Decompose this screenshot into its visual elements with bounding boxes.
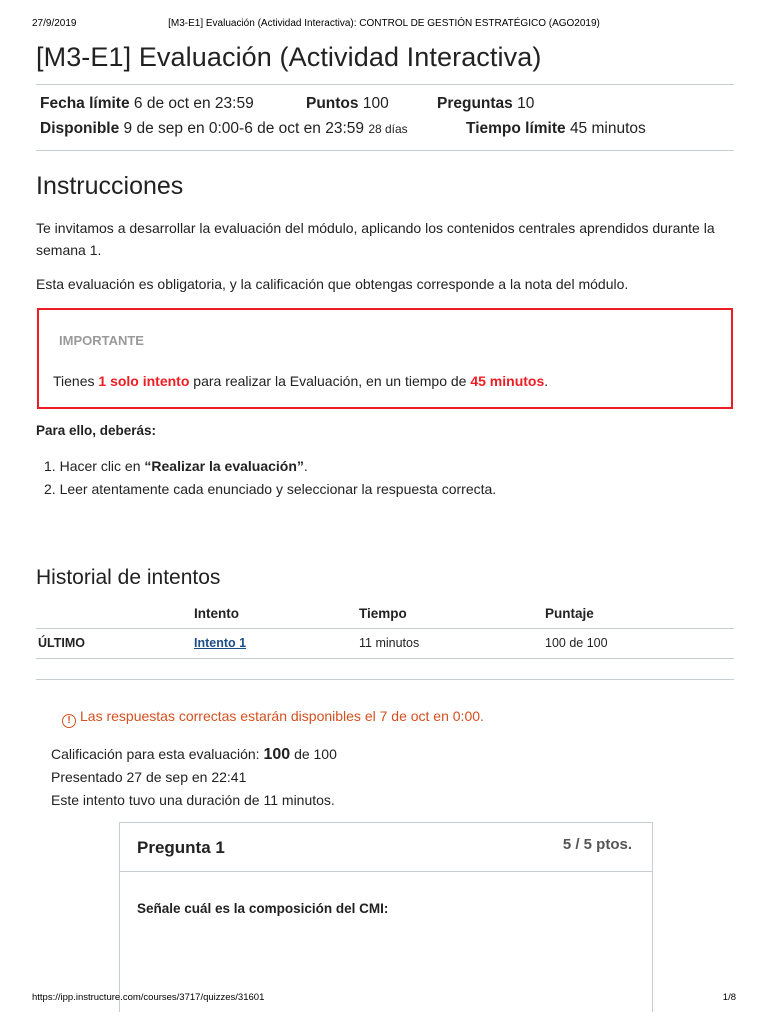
print-header — [32, 18, 736, 32]
availability — [40, 120, 408, 138]
history-header-divider — [36, 628, 734, 629]
important-text — [53, 373, 548, 389]
quiz-title: [M3-E1] Evaluación (Actividad Interactiva) — [36, 42, 542, 72]
score-value: 100 — [263, 746, 291, 763]
questions-value: 10 — [517, 95, 535, 112]
question-points: 5 / 5 ptos. — [562, 836, 632, 853]
print-footer — [32, 992, 736, 1006]
steps-list — [44, 455, 496, 501]
instructions-paragraph-2: Esta evaluación es obligatoria, y la calificación que obtengas corresponde a la nota del módulo. — [36, 276, 629, 292]
results-divider — [36, 679, 734, 680]
column-header-time: Tiempo — [359, 606, 407, 621]
column-header-attempt: Intento — [194, 606, 239, 621]
quiz-details-row-1 — [40, 95, 730, 115]
score-summary — [51, 743, 337, 812]
row-label: ÚLTIMO — [38, 636, 85, 650]
quiz-details-row-2 — [40, 120, 730, 140]
availability-value: 9 de sep en 0:00-6 de oct en 23:59 — [123, 120, 364, 137]
history-row-divider — [36, 658, 734, 659]
print-page-number: 1/8 — [722, 992, 736, 1003]
score-line — [51, 743, 337, 766]
step-2-text: Leer atentamente cada enunciado y seleccionar la respuesta correcta. — [59, 481, 497, 497]
step-1-text-start: Hacer clic en — [59, 458, 145, 474]
question-text: Señale cuál es la composición del CMI: — [137, 901, 389, 916]
points — [306, 95, 389, 113]
important-label: IMPORTANTE — [59, 333, 144, 348]
title-divider — [36, 84, 734, 85]
question-title: Pregunta 1 — [137, 838, 225, 857]
attempt-time: 11 minutos — [359, 636, 420, 650]
important-text-middle: para realizar la Evaluación, en un tiempo de — [189, 373, 471, 389]
answers-notice — [62, 708, 484, 728]
time-highlight: 45 minutos — [470, 373, 545, 389]
attempt-score: 100 de 100 — [545, 636, 608, 650]
important-text-start: Tienes — [53, 373, 99, 389]
attempt-history-heading: Historial de intentos — [36, 566, 221, 589]
due-date — [40, 95, 254, 113]
step-1-number: 1. — [44, 458, 56, 474]
questions-label: Preguntas — [437, 95, 513, 112]
print-page-title: [M3-E1] Evaluación (Actividad Interactiva): CONTROL DE GESTIÓN ESTRATÉGICO (AGO2019) — [168, 18, 600, 29]
attempts-highlight: 1 solo intento — [98, 373, 190, 389]
time-limit — [466, 120, 646, 138]
step-2-number: 2. — [44, 481, 56, 497]
alert-circle-icon: ! — [62, 714, 76, 728]
time-limit-label: Tiempo límite — [466, 120, 566, 137]
details-divider — [36, 150, 734, 151]
important-notice-box — [37, 308, 733, 409]
score-suffix: de 100 — [294, 746, 337, 762]
steps-intro: Para ello, deberás: — [36, 423, 157, 438]
step-2 — [44, 478, 496, 501]
points-value: 100 — [362, 95, 389, 112]
score-label: Calificación para esta evaluación: — [51, 746, 260, 762]
step-1-strong: “Realizar la evaluación” — [144, 458, 304, 474]
submitted-line: Presentado 27 de sep en 22:41 — [51, 769, 247, 785]
important-text-end: . — [544, 373, 549, 389]
answers-notice-text: Las respuestas correctas estarán disponibles el 7 de oct en 0:00. — [80, 708, 484, 724]
column-header-score: Puntaje — [545, 606, 594, 621]
points-label: Puntos — [306, 95, 359, 112]
step-1 — [44, 455, 496, 478]
instructions-heading: Instrucciones — [36, 172, 184, 200]
table-row — [36, 636, 734, 658]
instructions-paragraph-1: Te invitamos a desarrollar la evaluación del módulo, aplicando los contenidos centrales aprendidos durante la semana 1. — [36, 220, 715, 258]
print-url: https://ipp.instructure.com/courses/3717/quizzes/31601 — [32, 992, 265, 1003]
question-card — [119, 822, 653, 1012]
due-date-value: 6 de oct en 23:59 — [133, 95, 254, 112]
questions — [437, 95, 534, 113]
attempt-history-header — [36, 606, 734, 628]
availability-days: 28 días — [368, 122, 408, 136]
question-header — [120, 823, 652, 872]
step-1-text-end: . — [303, 458, 308, 474]
due-date-label: Fecha límite — [40, 95, 130, 112]
time-limit-value: 45 minutos — [569, 120, 646, 137]
attempt-1-link[interactable]: Intento 1 — [194, 636, 247, 650]
duration-line: Este intento tuvo una duración de 11 minutos. — [51, 792, 335, 808]
availability-label: Disponible — [40, 120, 120, 137]
print-date: 27/9/2019 — [32, 18, 77, 29]
